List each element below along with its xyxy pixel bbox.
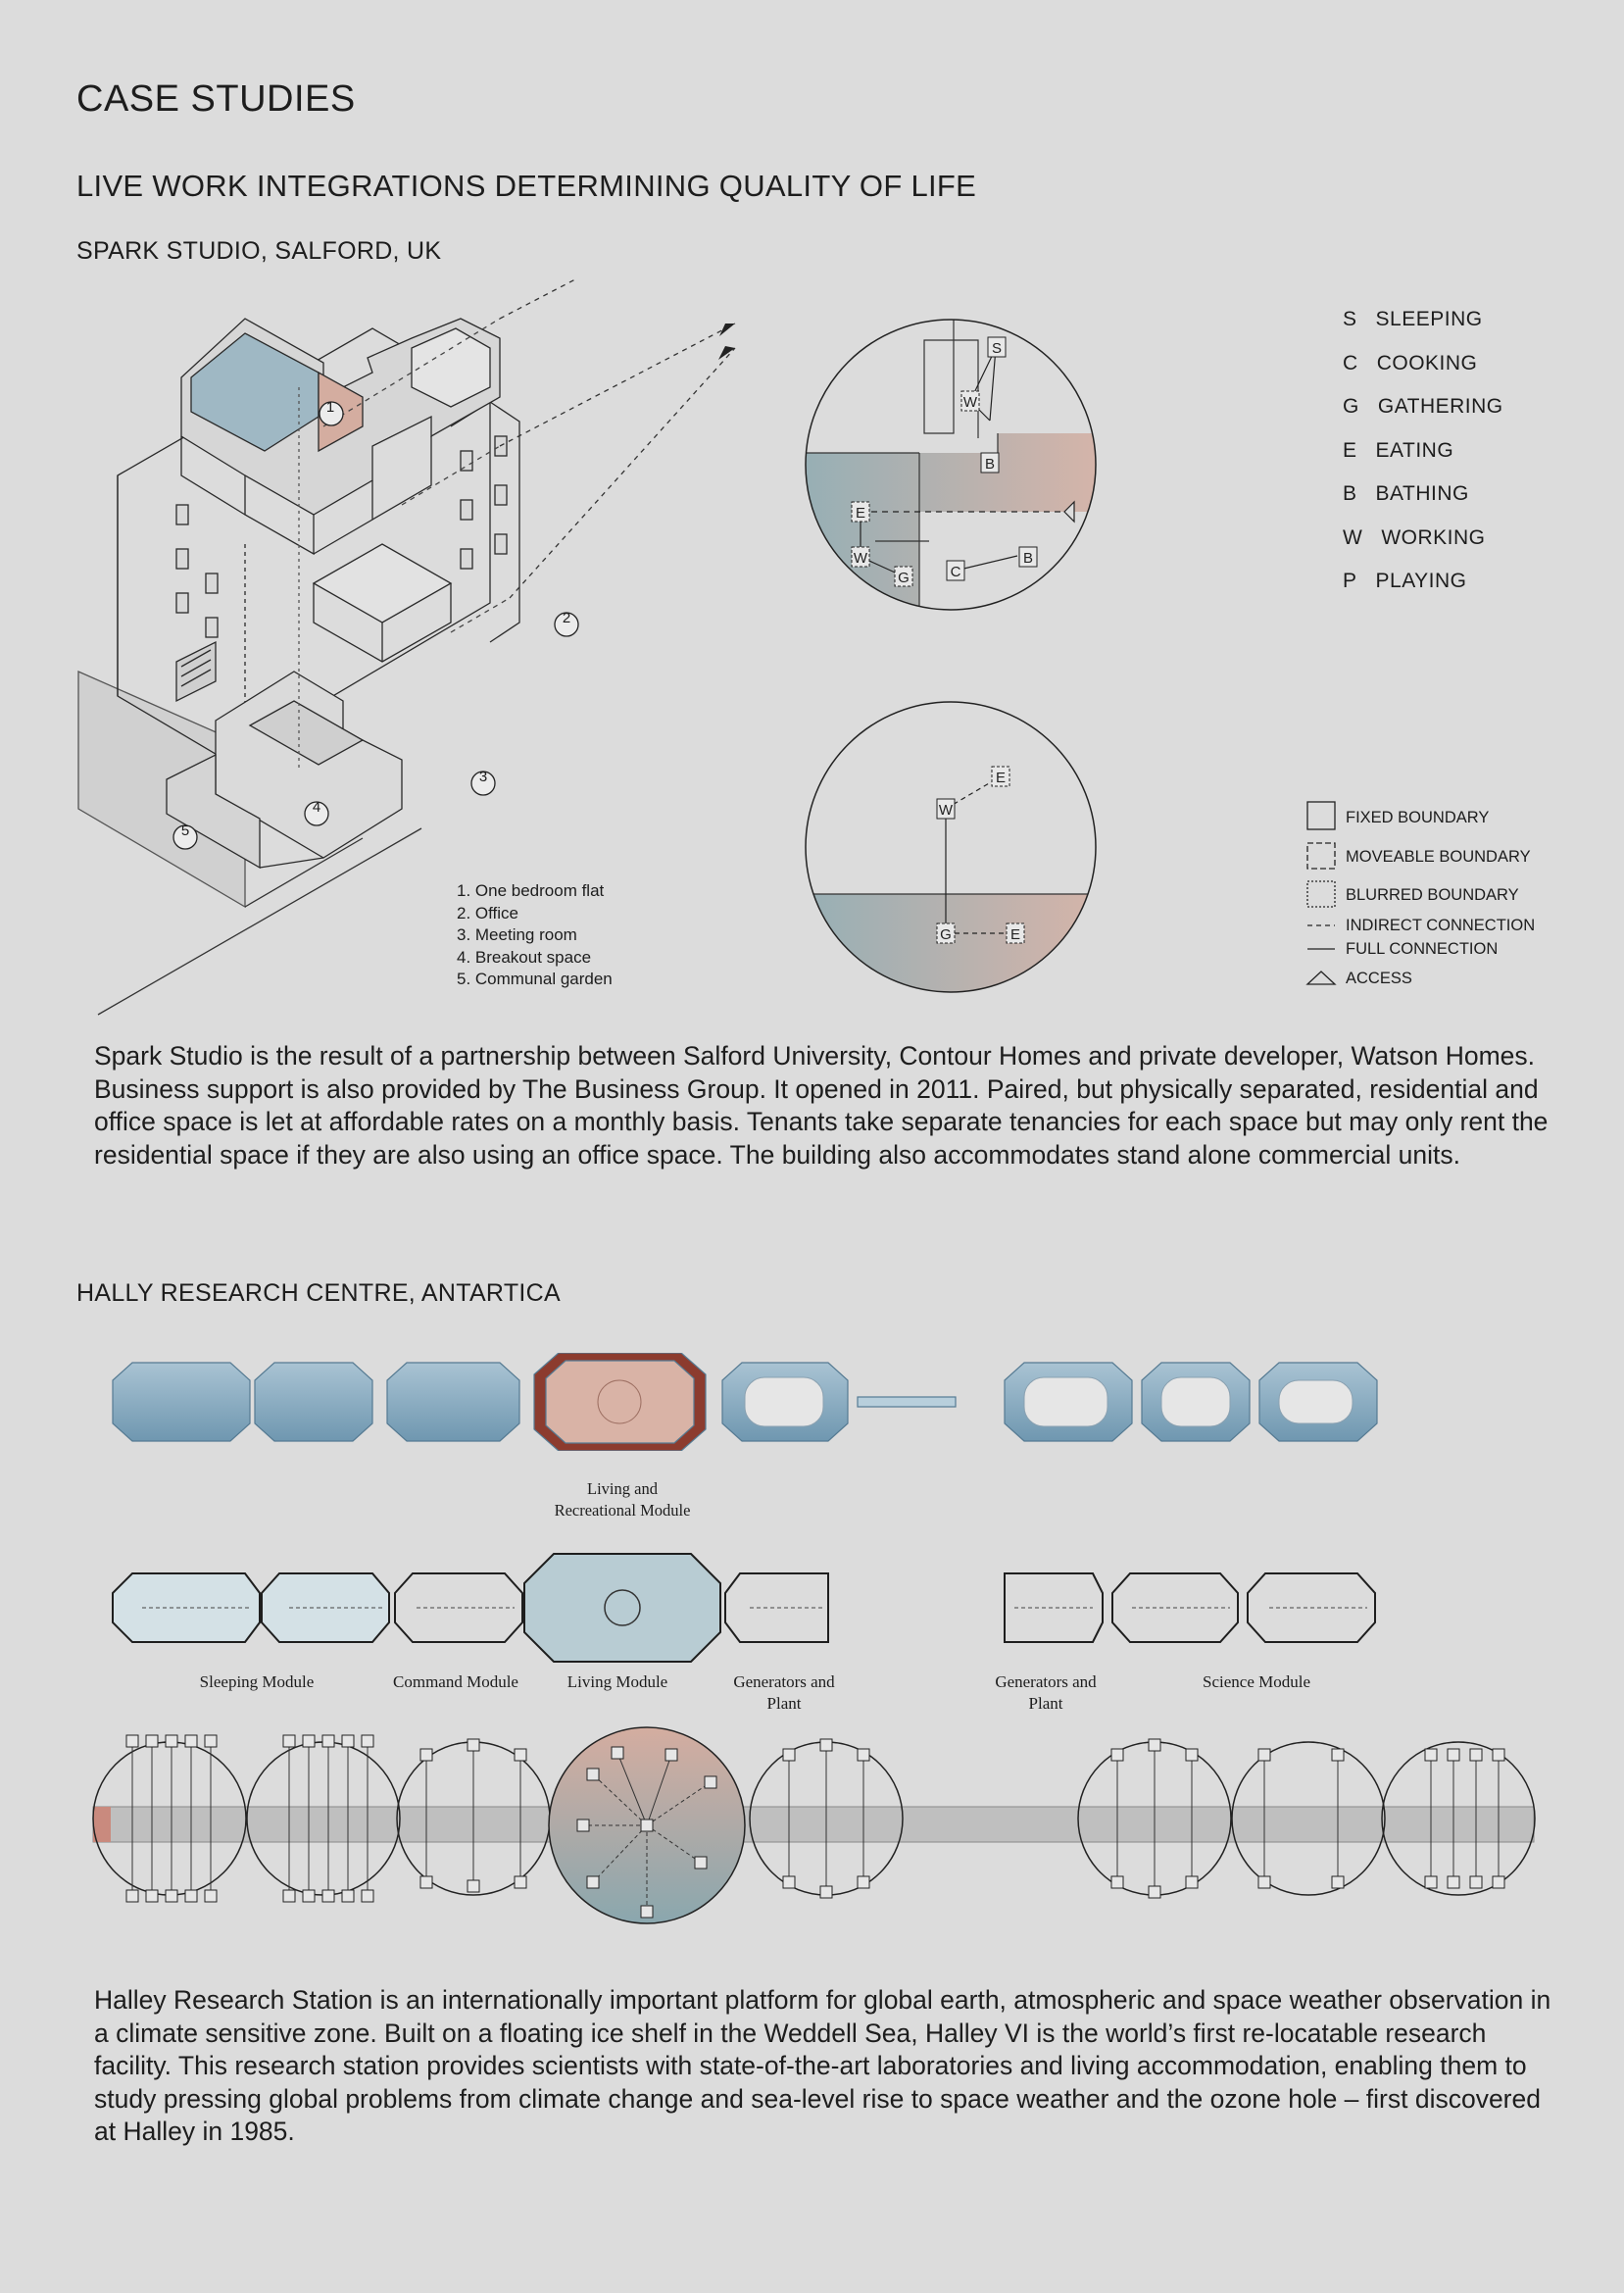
svg-text:S: S — [991, 340, 1003, 357]
label-generators-plant-2: Generators and Plant — [995, 1672, 1097, 1713]
boundary-legend — [1346, 806, 1535, 990]
label-generators-plant-1: Generators and Plant — [733, 1672, 835, 1713]
svg-text:W: W — [853, 550, 868, 567]
svg-text:E: E — [855, 505, 866, 522]
marker-1: 1 — [325, 399, 335, 416]
svg-text:G: G — [940, 926, 952, 943]
room-list — [457, 880, 613, 991]
key-item-eating: E EATING — [1343, 438, 1454, 462]
legend-full-connection: FULL CONNECTION — [1346, 940, 1499, 958]
key-item-playing: P PLAYING — [1343, 570, 1467, 592]
marker-4: 4 — [312, 799, 321, 816]
halley-plan — [103, 1544, 1406, 1671]
label-command-module: Command Module — [393, 1672, 518, 1691]
svg-text:G: G — [898, 570, 910, 586]
legend-moveable-boundary: MOVEABLE BOUNDARY — [1346, 848, 1531, 866]
marker-3: 3 — [478, 769, 488, 785]
spark-heading: SPARK STUDIO, SALFORD, UK — [76, 237, 442, 265]
key-item-gathering: G GATHERING — [1343, 395, 1503, 418]
room-item: 3. Meeting room — [457, 925, 577, 944]
label-living-module: Living Module — [566, 1672, 668, 1691]
page-subtitle: LIVE WORK INTEGRATIONS DETERMINING QUALITY OF LIFE — [76, 169, 977, 203]
legend-blurred-boundary: BLURRED BOUNDARY — [1346, 886, 1519, 904]
svg-text:E: E — [995, 770, 1007, 786]
svg-text:W: W — [938, 802, 954, 819]
boundary-legend-symbols — [1304, 800, 1343, 996]
key-item-bathing: B BATHING — [1343, 482, 1469, 505]
halley-elevation — [103, 1353, 1406, 1451]
activity-diagram-flat — [802, 316, 1101, 615]
key-item-working: W WORKING — [1343, 525, 1486, 549]
svg-text:B: B — [1022, 550, 1034, 567]
marker-5: 5 — [180, 822, 190, 839]
room-item: 4. Breakout space — [457, 947, 592, 967]
label-science-module: Science Module — [1203, 1672, 1310, 1691]
activity-key — [1343, 298, 1503, 604]
spark-isometric-drawing — [69, 279, 774, 1020]
room-item: 5. Communal garden — [457, 970, 613, 988]
legend-access: ACCESS — [1346, 970, 1412, 987]
svg-text:W: W — [962, 394, 978, 411]
living-recreational-callout: Living and Recreational Module — [554, 1479, 691, 1520]
legend-fixed-boundary: FIXED BOUNDARY — [1346, 809, 1490, 826]
label-sleeping-module: Sleeping Module — [199, 1672, 315, 1691]
room-item: 2. Office — [457, 903, 518, 922]
spark-description: Spark Studio is the result of a partnership between Salford University, Contour Homes and private developer, Watson Homes. Business support is also provided by The Business Group. It opened in 2011. Paired, but physically separated, residential and office space is let at affordable rates on a monthly basis. Tenants take separate tenancies for each space but may only rent the residential space if they are also using an office space. The building also accommodates stand alone commercial units. — [94, 1041, 1549, 1170]
svg-text:B: B — [984, 456, 996, 473]
key-item-sleeping: S SLEEPING — [1343, 308, 1483, 330]
svg-text:C: C — [950, 564, 961, 580]
key-item-cooking: C COOKING — [1343, 351, 1478, 374]
halley-description: Halley Research Station is an internationally important platform for global earth, atmospheric and space weather observation in a climate sensitive zone. Built on a floating ice shelf in the Weddell Sea, Halley VI is the world’s first re-locatable research facility. This research station provides scientists with state-of-the-art laboratories and living accommodation, enabling them to study pressing global problems from climate change and sea-level rise to space weather and the ozone hole – first discovered at Halley in 1985. — [94, 1985, 1551, 2146]
halley-heading: HALLY RESEARCH CENTRE, ANTARTICA — [76, 1279, 561, 1307]
svg-text:E: E — [1009, 926, 1021, 943]
legend-indirect-connection: INDIRECT CONNECTION — [1346, 917, 1536, 934]
room-item: 1. One bedroom flat — [457, 881, 605, 900]
marker-2: 2 — [562, 610, 571, 626]
activity-diagram-office — [802, 698, 1101, 997]
page-title: CASE STUDIES — [76, 78, 356, 120]
halley-activity-diagram — [83, 1716, 1544, 1936]
